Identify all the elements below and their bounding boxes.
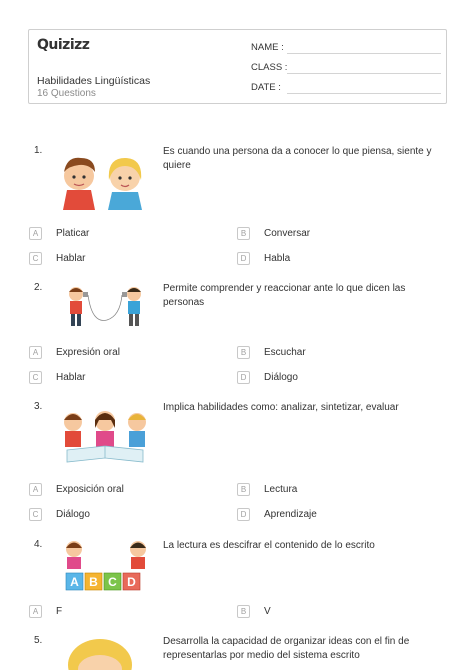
two-children-talking-icon [55, 150, 150, 212]
name-label: NAME : [251, 42, 284, 53]
child-writing-icon [55, 635, 145, 670]
option-letter: B [237, 227, 250, 240]
class-label: CLASS : [251, 62, 288, 73]
option-text: F [56, 606, 63, 617]
option-text: Expresión oral [56, 347, 120, 358]
option-letter: B [237, 605, 250, 618]
option-text: Escuchar [264, 347, 306, 358]
svg-text:A: A [70, 575, 79, 589]
question-text: La lectura es descifrar el contenido de lo escrito [163, 540, 375, 551]
option-letter: B [237, 483, 250, 496]
class-field[interactable] [251, 62, 441, 74]
question-number: 3. [34, 401, 43, 412]
option-text: Hablar [56, 372, 86, 383]
question-text: Implica habilidades como: analizar, sintetizar, evaluar [163, 402, 399, 413]
option-text: Platicar [56, 228, 90, 239]
option-letter: A [29, 346, 42, 359]
kids-abc-blocks-icon [60, 539, 152, 591]
question-number: 1. [34, 145, 43, 156]
question-text: Permite comprender y reaccionar ante lo que dicen las personas [163, 283, 406, 308]
option-letter: D [237, 371, 250, 384]
option-letter: D [237, 252, 250, 265]
question-count: 16 Questions [37, 88, 96, 99]
date-field[interactable] [251, 82, 441, 94]
option-letter: C [29, 508, 42, 521]
svg-text:D: D [127, 575, 136, 589]
option-letter: A [29, 605, 42, 618]
quizizz-logo: Quizizz [37, 37, 90, 53]
option-text: Aprendizaje [264, 509, 317, 520]
option-letter: C [29, 252, 42, 265]
option-text: Conversar [264, 228, 311, 239]
option-text: V [264, 606, 271, 617]
option-text: Diálogo [264, 372, 298, 383]
option-text: Habla [264, 253, 291, 264]
worksheet-title: Habilidades Lingüísticas [37, 75, 151, 87]
question-number: 2. [34, 282, 43, 293]
option-letter: D [237, 508, 250, 521]
question-number: 5. [34, 635, 43, 646]
option-text: Exposición oral [56, 484, 124, 495]
svg-text:C: C [108, 575, 117, 589]
option-text: Hablar [56, 253, 86, 264]
option-text: Lectura [264, 484, 298, 495]
option-letter: A [29, 227, 42, 240]
option-letter: C [29, 371, 42, 384]
question-text: Desarrolla la capacidad de organizar ideas con el fin de representarlas por medio del sistema escrito [163, 636, 410, 661]
svg-text:B: B [89, 575, 98, 589]
name-field[interactable] [251, 42, 441, 54]
children-reading-book-icon [55, 406, 155, 466]
question-number: 4. [34, 539, 43, 550]
date-label: DATE : [251, 82, 281, 93]
option-text: Diálogo [56, 509, 90, 520]
option-letter: B [237, 346, 250, 359]
question-text: Es cuando una persona da a conocer lo que piensa, siente y quiere [163, 146, 432, 171]
worksheet-header [28, 29, 447, 104]
option-letter: A [29, 483, 42, 496]
tin-can-phone-kids-icon [62, 284, 152, 328]
